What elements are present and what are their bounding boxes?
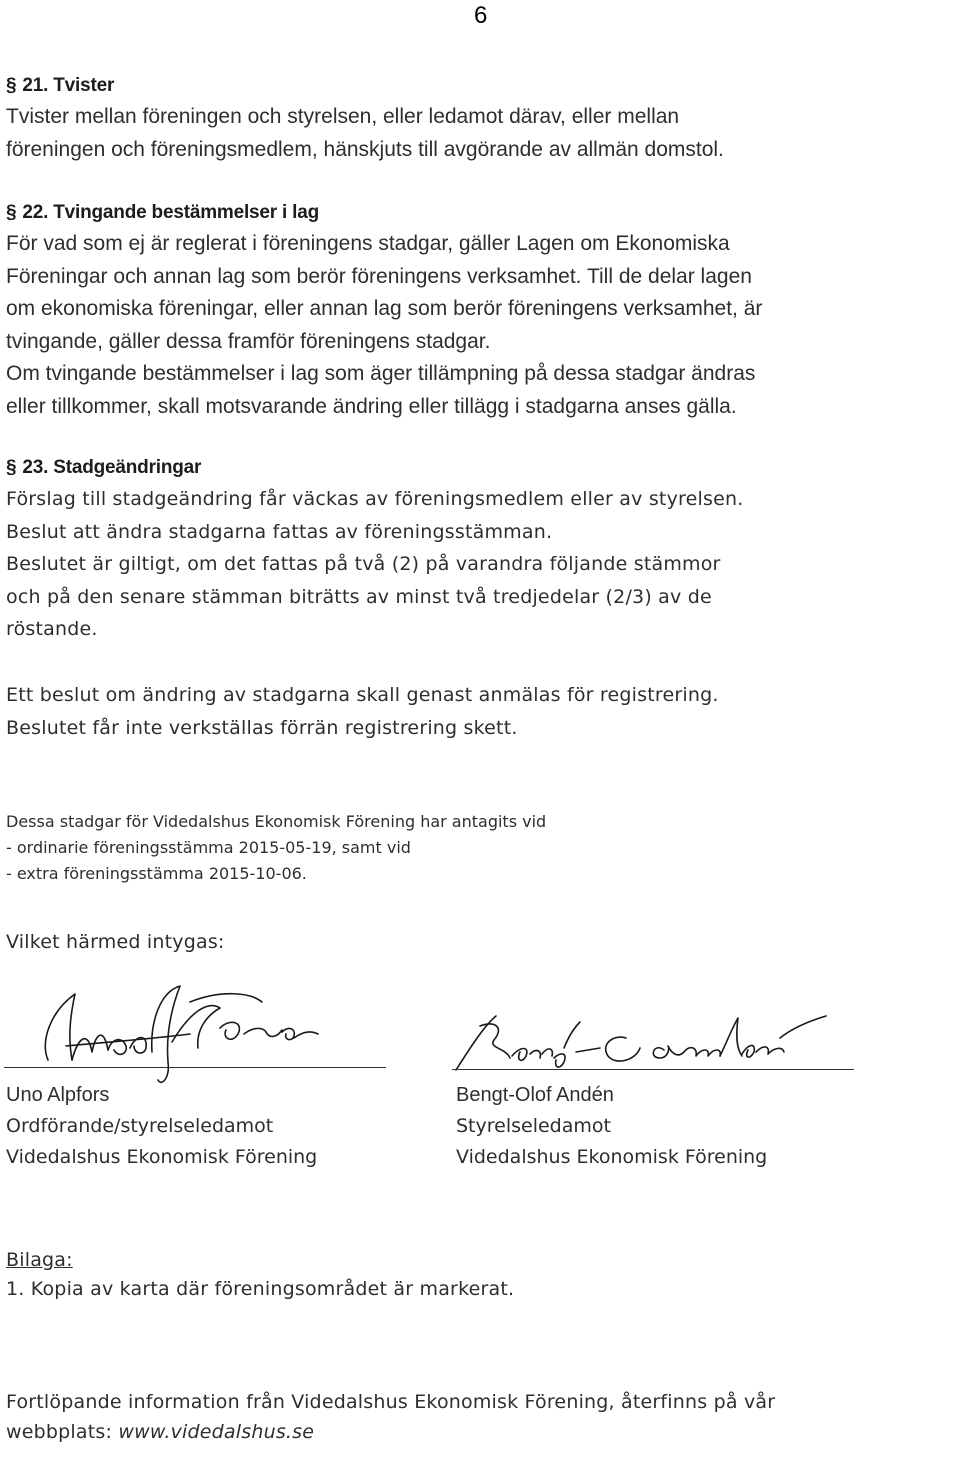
appendix bbox=[6, 1246, 956, 1304]
attestation bbox=[6, 926, 956, 959]
attestation-text: Vilket härmed intygas: bbox=[6, 931, 225, 953]
section-22-line-1: För vad som ej är reglerat i föreningens stadgar, gäller Lagen om Ekonomiska bbox=[6, 232, 730, 255]
section-22 bbox=[6, 198, 956, 423]
signature-uno-alpfors bbox=[30, 982, 340, 1092]
section-23-line-1: Förslag till stadgeändring får väckas av föreningsmedlem eller av styrelsen. bbox=[6, 488, 744, 510]
footer-line-2 bbox=[6, 1417, 956, 1447]
signatory-1-role: Ordförande/styrelseledamot bbox=[6, 1115, 274, 1137]
page-number: 6 bbox=[474, 2, 488, 29]
footer-line-1: Fortlöpande information från Videdalshus Ekonomisk Förening, återfinns på vår bbox=[6, 1391, 776, 1413]
section-23 bbox=[6, 453, 956, 646]
section-22-line-6: eller tillkommer, skall motsvarande ändring eller tillägg i stadgarna anses gälla. bbox=[6, 394, 737, 418]
signatory-2-org: Videdalshus Ekonomisk Förening bbox=[456, 1146, 768, 1168]
section-symbol: § bbox=[6, 202, 17, 223]
section-23-line-3: Beslutet är giltigt, om det fattas på två (2) på varandra följande stämmor bbox=[6, 553, 721, 575]
section-23-heading bbox=[6, 453, 956, 483]
section-symbol: § bbox=[6, 75, 17, 96]
section-symbol: § bbox=[6, 457, 17, 478]
adoption-line-3: - extra föreningsstämma 2015-10-06. bbox=[6, 864, 307, 883]
section-22-line-4: tvingande, gäller dessa framför föreningens stadgar. bbox=[6, 329, 491, 353]
signature-line-1 bbox=[4, 1067, 386, 1068]
signatory-1 bbox=[6, 1080, 317, 1173]
section-21 bbox=[6, 71, 956, 166]
section-21-title: 21. Tvister bbox=[22, 75, 115, 96]
adoption-line-1: Dessa stadgar för Videdalshus Ekonomisk Förening har antagits vid bbox=[6, 812, 547, 831]
footer bbox=[6, 1387, 956, 1447]
section-21-heading bbox=[6, 71, 956, 101]
section-22-line-2: Föreningar och annan lag som berör föreningens verksamhet. Till de delar lagen bbox=[6, 264, 752, 288]
registration-line-2: Beslutet får inte verkställas förrän registrering skett. bbox=[6, 716, 518, 739]
signatory-1-name: Uno Alpfors bbox=[6, 1084, 110, 1106]
signatory-2 bbox=[456, 1080, 767, 1173]
section-22-heading bbox=[6, 198, 956, 228]
section-23-line-5: röstande. bbox=[6, 618, 98, 640]
section-21-line-2: föreningen och föreningsmedlem, hänskjuts till avgörande av allmän domstol. bbox=[6, 137, 724, 161]
signature-bengt-olof-anden bbox=[450, 1008, 840, 1078]
section-23-line-2: Beslut att ändra stadgarna fattas av föreningsstämman. bbox=[6, 520, 553, 543]
adoption-note bbox=[6, 809, 956, 887]
signature-line-2 bbox=[452, 1069, 854, 1070]
section-23-title: 23. Stadgeändringar bbox=[22, 457, 202, 478]
registration-line-1: Ett beslut om ändring av stadgarna skall genast anmälas för registrering. bbox=[6, 684, 719, 706]
signatory-1-org: Videdalshus Ekonomisk Förening bbox=[6, 1146, 318, 1168]
section-23-registration bbox=[6, 679, 956, 744]
website-link[interactable]: www.videdalshus.se bbox=[118, 1421, 315, 1443]
signatory-2-name: Bengt-Olof Andén bbox=[456, 1084, 614, 1106]
signatory-2-role: Styrelseledamot bbox=[456, 1115, 611, 1137]
footer-website-label: webbplats: bbox=[6, 1421, 113, 1443]
appendix-item-1: 1. Kopia av karta där föreningsområdet är markerat. bbox=[6, 1278, 515, 1300]
section-22-line-3: om ekonomiska föreningar, eller annan lag som berör föreningens verksamhet, är bbox=[6, 297, 763, 320]
section-22-title: 22. Tvingande bestämmelser i lag bbox=[22, 202, 320, 223]
section-23-line-4: och på den senare stämman biträtts av minst två tredjedelar (2/3) av de bbox=[6, 585, 712, 608]
adoption-line-2: - ordinarie föreningsstämma 2015-05-19, samt vid bbox=[6, 838, 411, 857]
section-22-line-5: Om tvingande bestämmelser i lag som äger tillämpning på dessa stadgar ändras bbox=[6, 362, 756, 385]
section-21-line-1: Tvister mellan föreningen och styrelsen, eller ledamot därav, eller mellan bbox=[6, 105, 680, 128]
appendix-heading: Bilaga: bbox=[6, 1249, 73, 1271]
